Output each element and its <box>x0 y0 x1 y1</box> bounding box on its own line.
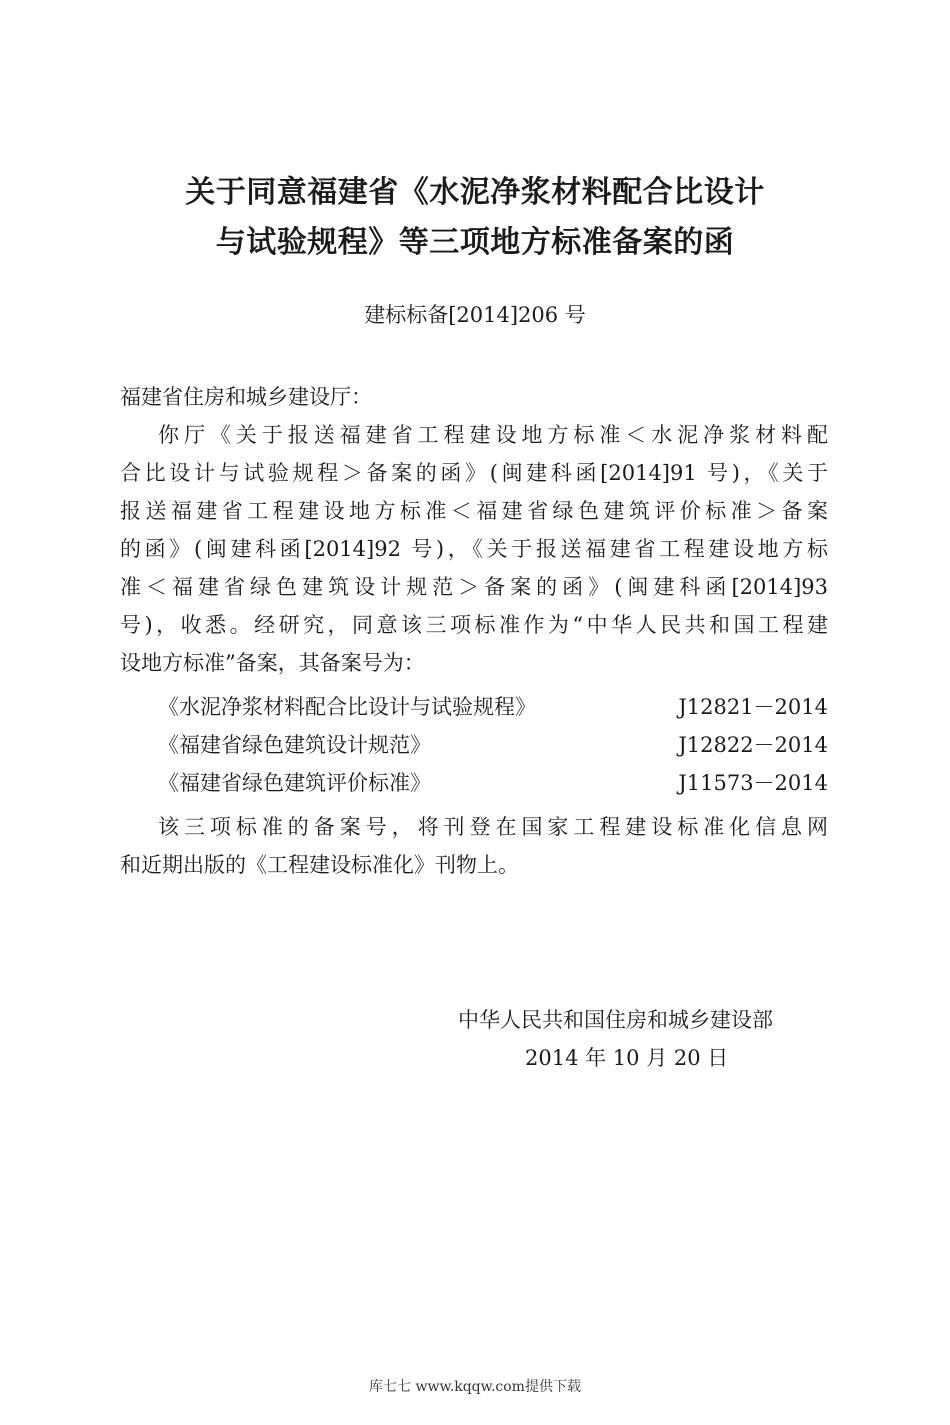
closing-line: 和近期出版的《工程建设标准化》刊物上。 <box>120 853 519 877</box>
body-line: 报送福建省工程建设地方标准＜福建省绿色建筑评价标准＞备案 <box>120 499 828 523</box>
document-title-line-1: 关于同意福建省《水泥净浆材料配合比设计 <box>185 175 765 210</box>
body-line: 准＜福建省绿色建筑设计规范＞备案的函》(闽建科函[2014]93 <box>120 575 828 599</box>
standard-code: J12822－2014 <box>678 733 828 757</box>
closing-line: 该三项标准的备案号，将刊登在国家工程建设标准化信息网 <box>158 815 828 839</box>
download-footer: 库七七 www.kqqw.com提供下载 <box>369 1379 581 1395</box>
standard-name: 《水泥净浆材料配合比设计与试验规程》 <box>158 695 536 719</box>
standard-name: 《福建省绿色建筑评价标准》 <box>158 771 431 795</box>
body-line: 合比设计与试验规程＞备案的函》(闽建科函[2014]91 号)，《关于 <box>120 461 828 485</box>
body-line: 的函》(闽建科函[2014]92 号)，《关于报送福建省工程建设地方标 <box>120 537 828 561</box>
document-number: 建标标备[2014]206 号 <box>364 303 586 327</box>
body-line: 你厅《关于报送福建省工程建设地方标准＜水泥净浆材料配 <box>158 423 828 447</box>
signature-org: 中华人民共和国住房和城乡建设部 <box>458 1008 773 1032</box>
signature-date: 2014 年 10 月 20 日 <box>525 1046 729 1070</box>
document-title-line-2: 与试验规程》等三项地方标准备案的函 <box>215 225 735 260</box>
standard-code: J11573－2014 <box>678 771 828 795</box>
body-line: 设地方标准”备案，其备案号为： <box>120 651 425 675</box>
addressee: 福建省住房和城乡建设厅： <box>120 385 372 409</box>
standard-code: J12821－2014 <box>678 695 828 719</box>
body-line: 号)，收悉。经研究，同意该三项标准作为“中华人民共和国工程建 <box>120 613 828 637</box>
standard-name: 《福建省绿色建筑设计规范》 <box>158 733 431 757</box>
